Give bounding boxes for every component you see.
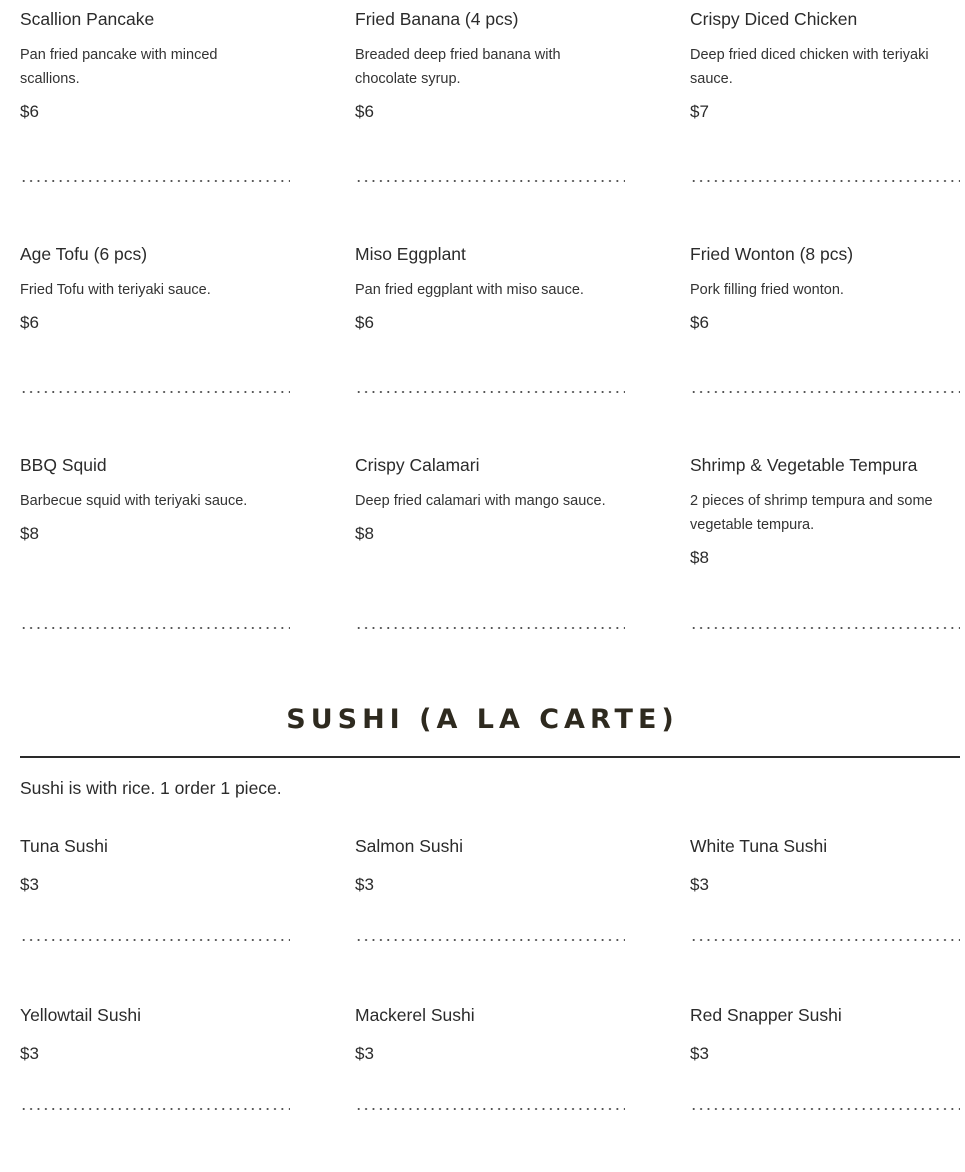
dotted-divider xyxy=(355,938,625,942)
menu-item xyxy=(690,242,960,453)
section-note: Sushi is with rice. 1 order 1 piece. xyxy=(20,778,282,798)
menu-item xyxy=(690,1003,960,1172)
item-description: Pan fried pancake with minced scallions. xyxy=(20,47,218,87)
item-description: Breaded deep fried banana with chocolate syrup. xyxy=(355,47,561,87)
sushi-menu-grid xyxy=(20,834,960,1172)
dotted-divider xyxy=(20,938,290,942)
item-price: $6 xyxy=(20,313,39,332)
item-name: Shrimp & Vegetable Tempura xyxy=(690,455,918,475)
menu-item xyxy=(690,7,960,242)
dotted-divider xyxy=(20,1107,290,1111)
menu-item xyxy=(20,242,355,453)
item-description: Pan fried eggplant with miso sauce. xyxy=(355,282,584,298)
menu-item xyxy=(355,834,690,1003)
item-name: Scallion Pancake xyxy=(20,9,155,29)
item-name: Fried Banana (4 pcs) xyxy=(355,9,519,29)
item-description: Fried Tofu with teriyaki sauce. xyxy=(20,282,211,298)
dotted-divider xyxy=(690,626,960,630)
dotted-divider xyxy=(690,938,960,942)
menu-item xyxy=(355,1003,690,1172)
item-name: Mackerel Sushi xyxy=(355,1005,475,1025)
item-price: $3 xyxy=(20,875,39,894)
dotted-divider xyxy=(690,179,960,183)
menu-item xyxy=(355,7,690,242)
item-price: $6 xyxy=(690,313,709,332)
item-name: Age Tofu (6 pcs) xyxy=(20,244,148,264)
item-name: Salmon Sushi xyxy=(355,836,463,856)
item-name: BBQ Squid xyxy=(20,455,107,475)
item-price: $6 xyxy=(355,102,374,121)
section-title: SUSHI (A LA CARTE) xyxy=(286,704,679,735)
menu-item xyxy=(355,453,690,679)
dotted-divider xyxy=(355,179,625,183)
item-description: Deep fried diced chicken with teriyaki sauce. xyxy=(690,47,929,87)
item-price: $3 xyxy=(690,1044,709,1063)
menu-item xyxy=(690,834,960,1003)
item-price: $3 xyxy=(355,875,374,894)
item-price: $3 xyxy=(690,875,709,894)
item-name: Miso Eggplant xyxy=(355,244,466,264)
dotted-divider xyxy=(20,179,290,183)
dotted-divider xyxy=(355,390,625,394)
item-name: Tuna Sushi xyxy=(20,836,108,856)
item-price: $8 xyxy=(690,548,709,567)
dotted-divider xyxy=(20,390,290,394)
menu-item xyxy=(20,7,355,242)
dotted-divider xyxy=(20,626,290,630)
item-price: $6 xyxy=(20,102,39,121)
item-description: Pork filling fried wonton. xyxy=(690,282,844,298)
dotted-divider xyxy=(355,1107,625,1111)
dotted-divider xyxy=(355,626,625,630)
section-divider xyxy=(20,756,960,758)
menu-item xyxy=(690,453,960,679)
dotted-divider xyxy=(690,390,960,394)
item-price: $6 xyxy=(355,313,374,332)
item-price: $3 xyxy=(20,1044,39,1063)
dotted-divider xyxy=(690,1107,960,1111)
item-price: $3 xyxy=(355,1044,374,1063)
menu-item xyxy=(20,1003,355,1172)
menu-item xyxy=(355,242,690,453)
item-price: $7 xyxy=(690,102,709,121)
item-price: $8 xyxy=(355,524,374,543)
item-name: Yellowtail Sushi xyxy=(20,1005,141,1025)
item-name: Red Snapper Sushi xyxy=(690,1005,842,1025)
item-name: White Tuna Sushi xyxy=(690,836,828,856)
menu-item xyxy=(20,453,355,679)
item-description: Barbecue squid with teriyaki sauce. xyxy=(20,493,248,509)
item-name: Fried Wonton (8 pcs) xyxy=(690,244,854,264)
item-description: Deep fried calamari with mango sauce. xyxy=(355,493,606,509)
item-name: Crispy Calamari xyxy=(355,455,480,475)
menu-item xyxy=(20,834,355,1003)
item-name: Crispy Diced Chicken xyxy=(690,9,858,29)
item-price: $8 xyxy=(20,524,39,543)
item-description: 2 pieces of shrimp tempura and some vegetable tempura. xyxy=(690,493,933,533)
appetizer-menu-grid xyxy=(20,7,960,679)
